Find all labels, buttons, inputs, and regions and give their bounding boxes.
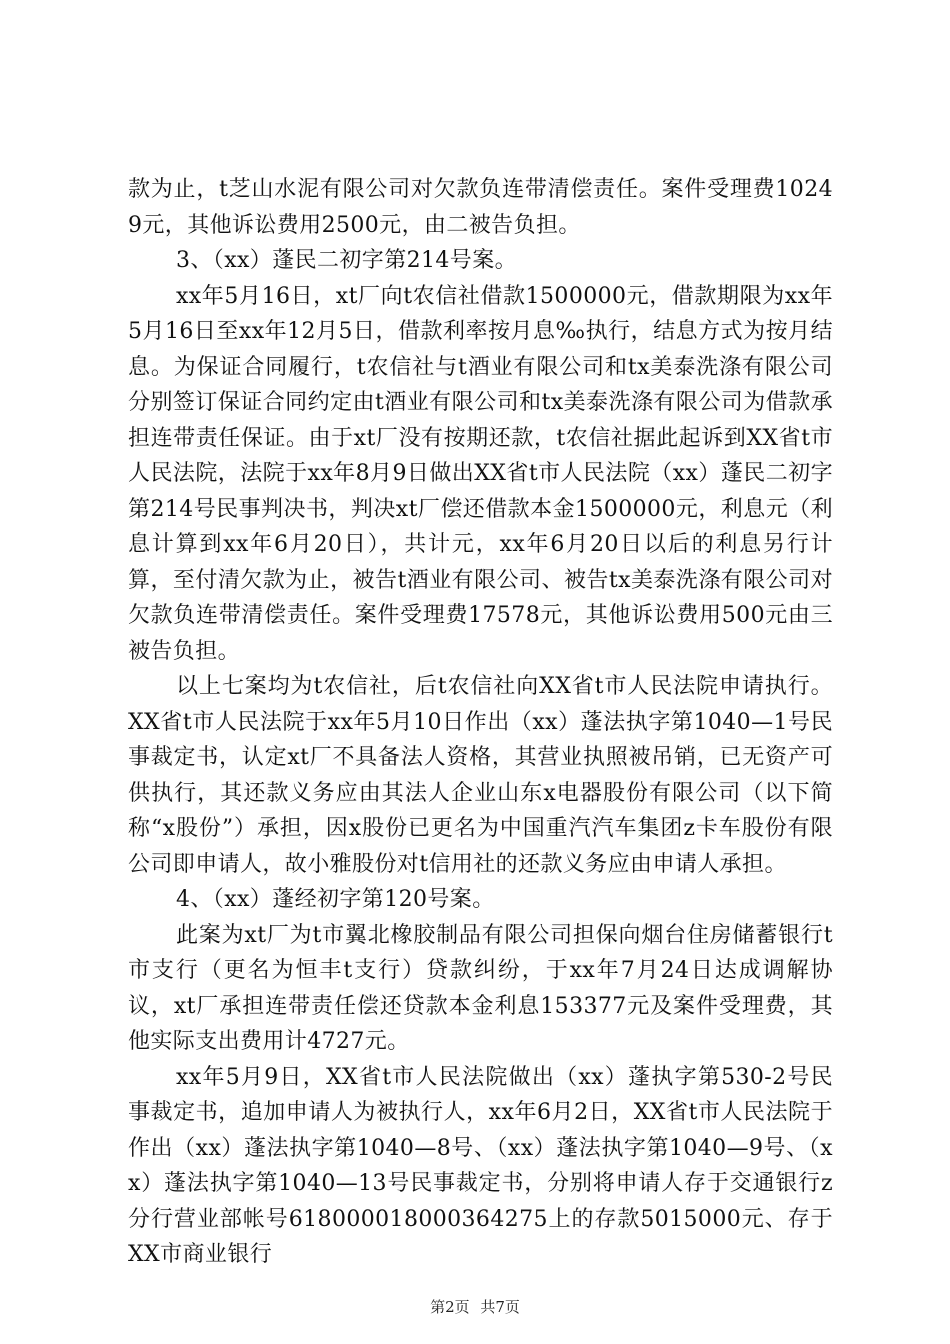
case-heading-4: 4、（xx）蓬经初字第120号案。 — [176, 887, 495, 912]
paragraph-execution-summary: 以上七案均为t农信社，后t农信社向XX省t市人民法院申请执行。XX省t市人民法院于xx年5月10日作出（xx）蓬法执字第1040—1号民事裁定书，认定xt厂不具备法人资格，其营业执照被吊销，已无资产可供执行，其还款义务应由其法人企业山东x电器股份有限公司（以下简称“x股份”）承担，因x股份已更名为中国重汽汽车集团z卡车股份有限公司即申请人，故小雅股份对t信用社的还款义务应由申请人承担。 — [128, 674, 833, 877]
case-heading-3: 3、（xx）蓬民二初字第214号案。 — [176, 248, 518, 273]
paragraph-ruling-details: xx年5月9日，XX省t市人民法院做出（xx）蓬执字第530-2号民事裁定书，追加申请人为被执行人，xx年6月2日，XX省t市人民法院于作出（xx）蓬法执字第1040—8号、（xx）蓬法执字第1040—9号、（xx）蓬法执字第1040—13号民事裁定书，分别将申请人存于交通银行z分行营业部帐号618000018000364275上的存款5015000元、存于XX市商业银行 — [128, 1064, 833, 1267]
paragraph-case-4-details: 此案为xt厂为t市翼北橡胶制品有限公司担保向烟台住房储蓄银行t市支行（更名为恒丰t支行）贷款纠纷，于xx年7月24日达成调解协议，xt厂承担连带责任偿还贷款本金利息153377元及案件受理费，其他实际支出费用计4727元。 — [128, 922, 833, 1054]
paragraph-case-3-details: xx年5月16日，xt厂向t农信社借款1500000元，借款期限为xx年5月16日至xx年12月5日，借款利率按月息‰执行，结息方式为按月结息。为保证合同履行，t农信社与t酒业有限公司和tx美泰洗涤有限公司分别签订保证合同约定由t酒业有限公司和tx美泰洗涤有限公司为借款承担连带责任保证。由于xt厂没有按期还款，t农信社据此起诉到XX省t市人民法院，法院于xx年8月9日做出XX省t市人民法院（xx）蓬民二初字第214号民事判决书，判决xt厂偿还借款本金1500000元，利息元（利息计算到xx年6月20日），共计元，xx年6月20日以后的利息另行计算，至付清欠款为止，被告t酒业有限公司、被告tx美泰洗涤有限公司对欠款负连带清偿责任。案件受理费17578元，其他诉讼费用500元由三被告负担。 — [128, 283, 833, 664]
document-body — [128, 172, 833, 1273]
page-total: 共7页 — [480, 1298, 520, 1316]
page-footer — [0, 1296, 950, 1317]
paragraph-continuation: 款为止，t芝山水泥有限公司对欠款负连带清偿责任。案件受理费10249元，其他诉讼费用2500元，由二被告负担。 — [128, 177, 833, 238]
page-number: 第2页 — [430, 1298, 470, 1316]
